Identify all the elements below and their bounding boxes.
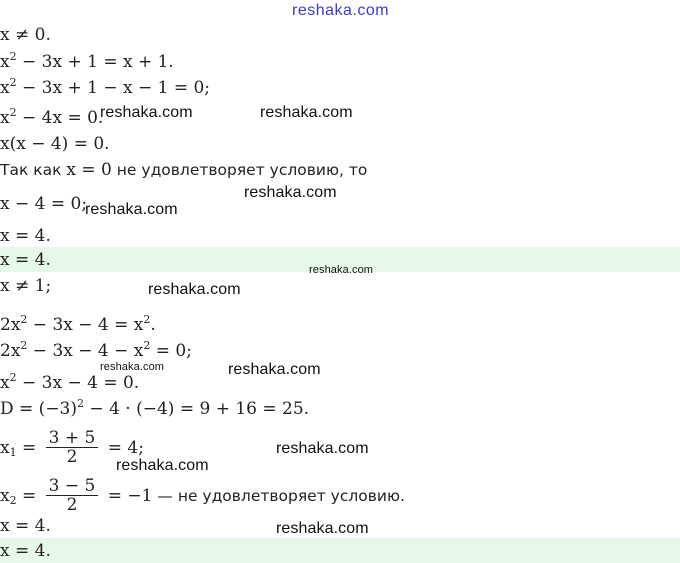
equation-line: x = 4. xyxy=(0,516,51,536)
equation-line: x ≠ 0. xyxy=(0,25,51,45)
equation-line: $x^2 - 4x = 0$. xyxy=(0,106,104,128)
fraction: $\frac{3 + 5}{2}$ xyxy=(46,429,99,466)
watermark: reshaka.com xyxy=(85,201,178,218)
discriminant-line: $D = (-3)^2 - 4 \cdot (-4) = 9 + 16 = 25$. xyxy=(0,397,310,419)
watermark: reshaka.com xyxy=(116,457,209,474)
watermark: reshaka.com xyxy=(148,281,241,298)
equation-line: $2x^2 - 3x - 4 = x^2$. xyxy=(0,313,156,335)
answer-line: x = 4. xyxy=(0,250,51,270)
watermark: reshaka.com xyxy=(309,264,374,276)
watermark: reshaka.com xyxy=(260,104,353,121)
root-1-line: $x_1$ = $\frac{3 + 5}{2}$ = 4; xyxy=(0,428,144,467)
root-2-line: $x_2$ = $\frac{3 - 5}{2}$ = −1 — не удовлетворяет условию. xyxy=(0,476,405,515)
equation-line: $x^2 - 3x - 4 = 0$. xyxy=(0,371,140,393)
equation-line: $2x^2 - 3x - 4 - x^2 = 0$; xyxy=(0,339,192,361)
watermark: reshaka.com xyxy=(276,440,369,457)
equation-line: x ≠ 1; xyxy=(0,276,52,296)
equation-line: x(x − 4) = 0. xyxy=(0,134,110,154)
answer-line: x = 4. xyxy=(0,541,51,561)
fraction: $\frac{3 - 5}{2}$ xyxy=(46,477,99,514)
watermark: reshaka.com xyxy=(100,361,165,373)
watermark: reshaka.com xyxy=(244,184,337,201)
equation-line: x = 4. xyxy=(0,226,51,246)
watermark: reshaka.com xyxy=(228,361,321,378)
explanation-line: Так как x = 0 не удовлетворяет условию, то xyxy=(0,160,368,180)
watermark: reshaka.com xyxy=(276,520,369,537)
site-header-link[interactable]: reshaka.com xyxy=(292,2,390,19)
answer-highlight-2 xyxy=(0,538,680,563)
equation-line: $x^2 - 3x + 1 = x + 1$. xyxy=(0,50,174,72)
equation-line: $x^2 - 3x + 1 - x - 1 = 0$; xyxy=(0,76,211,98)
watermark: reshaka.com xyxy=(100,104,193,121)
equation-line: x − 4 = 0; xyxy=(0,194,88,214)
